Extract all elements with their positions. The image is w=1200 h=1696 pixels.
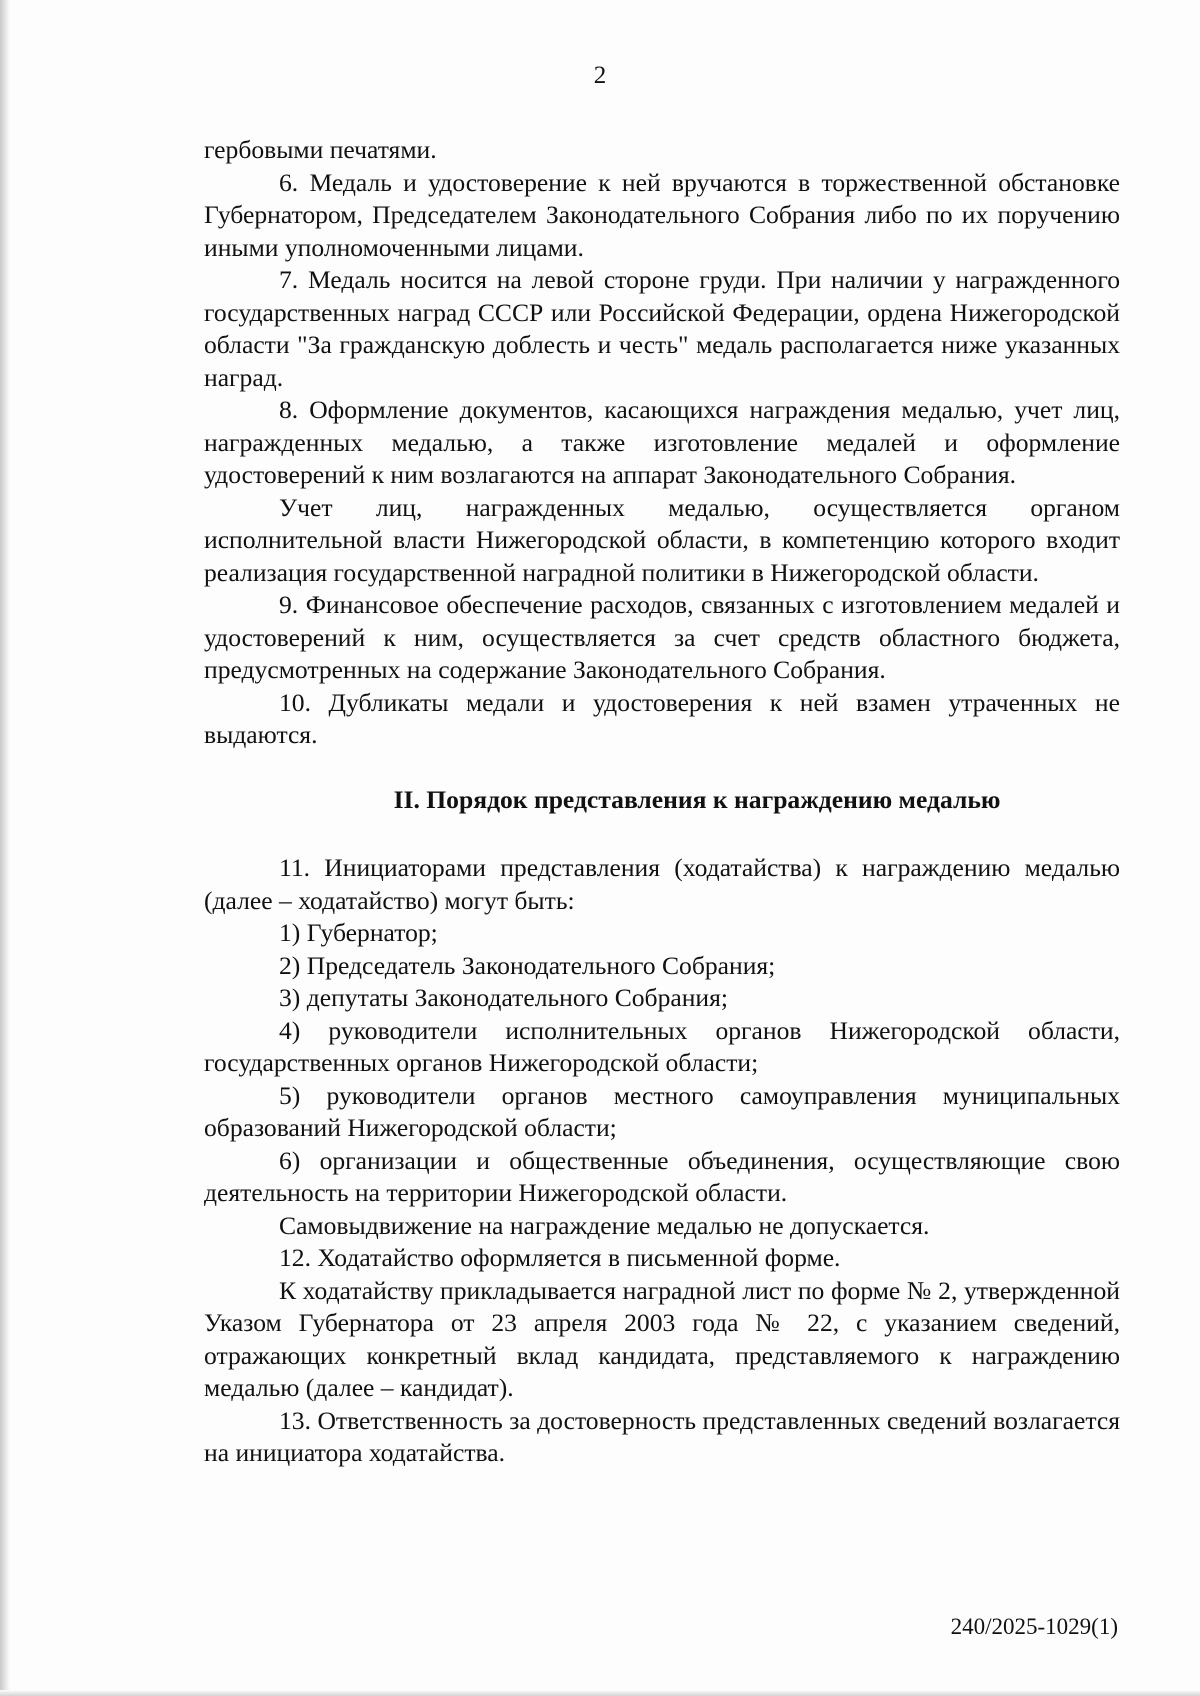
paragraph: Самовыдвижение на награждение медалью не допускается. — [279, 1210, 930, 1240]
paragraph: К ходатайству прикладывается наградной лист по форме № 2, утвержденной Указом Губернатора от 23 апреля 2003 года № 22, с указанием сведений, отражающих конкретный вклад кандидата, представляемого к награждению медалью (далее – кандидат). — [204, 1275, 1120, 1402]
list-item: 3) депутаты Законодательного Собрания; — [279, 983, 729, 1012]
list-item: 1) Губернатор; — [279, 918, 438, 947]
section-heading: II. Порядок представления к награждению медалью — [393, 784, 1001, 814]
paragraph: 7. Медаль носится на левой стороне груди. При наличии у награжденного государственных наград СССР или Российской Федерации, ордена Нижегородской области "За гражданскую доблесть и честь" медаль располагается ниже указанных наград. — [204, 265, 1120, 392]
paragraph: 13. Ответственность за достоверность представленных сведений возлагается на инициатора ходатайства. — [204, 1405, 1120, 1467]
list-item: 6) организации и общественные объединения, осуществляющие свою деятельность на территории Нижегородской области. — [204, 1145, 1120, 1207]
paragraph: Учет лиц, награжденных медалью, осуществляется органом исполнительной власти Нижегородской области, в компетенцию которого входит реализация государственной наградной политики в Нижегородской области. — [204, 492, 1120, 587]
list-item: 4) руководители исполнительных органов Нижегородской области, государственных органов Нижегородской области; — [204, 1015, 1120, 1077]
document-body — [204, 134, 1120, 1470]
paragraph: 6. Медаль и удостоверение к ней вручаются в торжественной обстановке Губернатором, Председателем Законодательного Собрания либо по их поручению иными уполномоченными лицами. — [204, 167, 1120, 262]
paragraph: 9. Финансовое обеспечение расходов, связанных с изготовлением медалей и удостоверений к ним, осуществляется за счет средств областного бюджета, предусмотренных на содержание Законодательного Собрания. — [204, 590, 1120, 684]
paragraph: гербовыми печатями. — [204, 135, 437, 164]
list-item: 2) Председатель Законодательного Собрания; — [279, 950, 776, 980]
paragraph: 11. Инициаторами представления (ходатайства) к награждению медалью (далее – ходатайство) могут быть: — [204, 853, 1120, 915]
scan-shadow-bottom — [0, 1690, 1200, 1696]
page-number: 2 — [593, 62, 607, 89]
paragraph: 10. Дубликаты медали и удостоверения к ней взамен утраченных не выдаются. — [204, 687, 1120, 749]
paragraph: 12. Ходатайство оформляется в письменной форме. — [279, 1243, 841, 1272]
scan-shadow — [0, 0, 10, 1696]
document-code: 240/2025-1029(1) — [950, 1614, 1118, 1639]
list-item: 5) руководители органов местного самоуправления муниципальных образований Нижегородской области; — [204, 1080, 1120, 1142]
paragraph: 8. Оформление документов, касающихся награждения медалью, учет лиц, награжденных медалью, а также изготовление медалей и оформление удостоверений к ним возлагаются на аппарат Законодательного Собрания. — [204, 395, 1120, 489]
